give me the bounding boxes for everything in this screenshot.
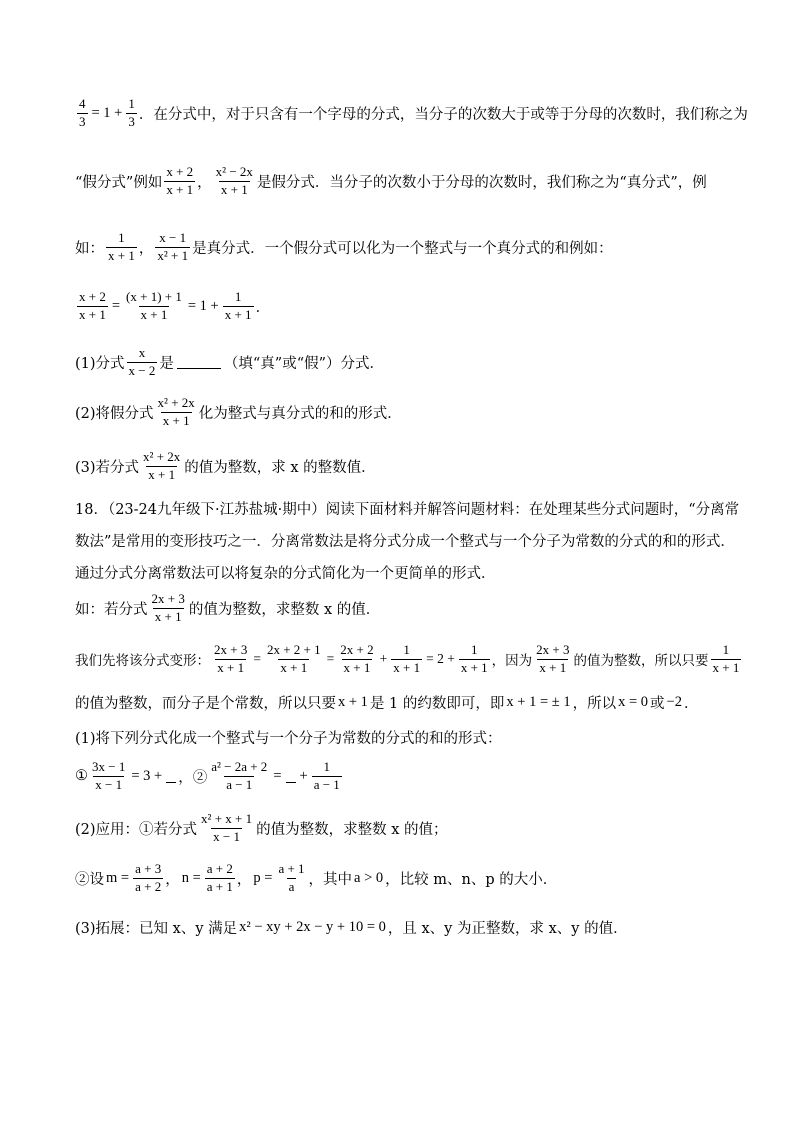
q18-part-2-compare: ②设 m = $\frac{a + 3}{a + 2}$ ， n = $\frac{a + 2}{a + 1}$ ， p = $\frac{a + 1}{a}$ ，其中 a > 0 ，比较 m、n、p 的大小． xyxy=(75,861,558,894)
q17-part-3: (3)若分式 $\frac{\text{x² + 2x}}{x + 1}$ 的值为整数，求 x 的整数值． xyxy=(75,449,376,482)
fraction: $\frac{x}{x - 2}$ xyxy=(128,345,156,378)
fraction: $\frac{1}{x + 1}$ xyxy=(224,289,252,322)
fraction: $\frac{a + 1}{a}$ xyxy=(278,861,305,894)
fraction: $\frac{2x + 3}{x + 1}$ xyxy=(536,642,570,675)
fraction: $\frac{2x + 3}{x + 1}$ xyxy=(214,642,248,675)
intro-line-1: $\frac{4}{3}$ = 1 + $\frac{1}{3}$ ．在分式中，对于只含有一个字母的分式，当分子的次数大于或等于分母的次数时，我们称之为 xyxy=(79,96,748,129)
fraction: $\frac{2x + 2}{x + 1}$ xyxy=(340,642,374,675)
fraction: $\frac{a + 2}{a + 1}$ xyxy=(206,861,233,894)
fraction: $\frac{1}{x + 1}$ xyxy=(712,642,740,675)
q18-line-3: 通过分式分离常数法可以将复杂的分式简化为一个更简单的形式． xyxy=(75,566,496,582)
fraction: $\frac{\text{x² + 2x}}{x + 1}$ xyxy=(143,449,181,482)
fraction: $\frac{1}{x + 1}$ xyxy=(393,642,421,675)
q18-conclusion: 的值为整数，而分子是个常数，所以只要 x + 1 是 1 的约数即可，即 x + 1 = ± 1 ，所以 x = 0 或 −2 ． xyxy=(75,694,699,712)
fraction: $\frac{1}{x + 1}$ xyxy=(460,642,488,675)
fraction: $\frac{\text{a² − 2a + 2}}{a - 1}$ xyxy=(211,759,268,792)
q17-part-2: (2)将假分式 $\frac{\text{x² + 2x}}{x + 1}$ 化为整式与真分式的和的形式． xyxy=(75,395,402,428)
q18-part-1: (1)将下列分式化成一个整式与一个分子为常数的分式的和的形式： xyxy=(75,731,502,747)
answer-blank[interactable] xyxy=(166,770,176,783)
fraction: $\frac{x - 1}{\text{x² + 1}}$ xyxy=(157,230,189,263)
fraction: $\frac{4}{3}$ xyxy=(79,96,86,129)
fraction: $\frac{x + 2}{x + 1}$ xyxy=(166,164,194,197)
fraction: $\frac{2x + 3}{x + 1}$ xyxy=(151,591,185,624)
fraction: $\frac{1}{3}$ xyxy=(128,96,135,129)
fraction: $\frac{\text{x² + x + 1}}{x - 1}$ xyxy=(201,811,253,844)
fraction: $\frac{1}{x + 1}$ xyxy=(108,230,135,263)
fraction: $\frac{\text{x² − 2x}}{x + 1}$ xyxy=(215,164,253,197)
q17-part-1: (1)分式 $\frac{x}{x - 2}$ 是 （填“真”或“假”）分式． xyxy=(75,345,385,378)
q18-part-1-expressions: ① $\frac{3x - 1}{x - 1}$ = 3 + ，② $\frac{\text{a² − 2a + 2}}{a - 1}$ = + $\frac{1}{a - 1}$ xyxy=(75,759,340,792)
answer-blank[interactable] xyxy=(286,770,296,783)
intro-line-4: $\frac{x + 2}{x + 1}$ = $\frac{(x + 1) + 1}{x + 1}$ = 1 + $\frac{1}{x + 1}$ ． xyxy=(79,289,271,322)
intro-line-2: “假分式”例如 $\frac{x + 2}{x + 1}$ ， $\frac{\text{x² − 2x}}{x + 1}$ 是假分式．当分子的次数小于分母的次数时，我们称之为“真分式”，例 xyxy=(75,164,707,197)
q18-header: 18．（23-24九年级下·江苏盐城·期中）阅读下面材料并解答问题材料：在处理某些分式问题时，“分离常 xyxy=(75,502,740,518)
answer-blank[interactable] xyxy=(177,356,221,369)
q18-part-2: (2)应用：①若分式 $\frac{\text{x² + x + 1}}{x - 1}$ 的值为整数，求整数 x 的值； xyxy=(75,811,448,844)
fraction: $\frac{x + 2}{x + 1}$ xyxy=(79,289,106,322)
q18-part-3: (3)拓展：已知 x、y 满足 x² − xy + 2x − y + 10 = 0 ，且 x、y 为正整数，求 x、y 的值． xyxy=(75,919,628,937)
fraction: $\frac{a + 3}{a + 2}$ xyxy=(135,861,162,894)
fraction: $\frac{(x + 1) + 1}{x + 1}$ xyxy=(126,289,182,322)
fraction: $\frac{2x + 2 + 1}{x + 1}$ xyxy=(266,642,321,675)
intro-line-3: 如： $\frac{1}{x + 1}$ ， $\frac{x - 1}{\text{x² + 1}}$ 是真分式．一个假分式可以化为一个整式与一个真分式的和例如： xyxy=(75,230,613,263)
q18-derivation: 我们先将该分式变形： $\frac{2x + 3}{x + 1}$ = $\frac{2x + 2 + 1}{x + 1}$ = $\frac{2x + 2}{x + 1}$ + $\frac{1}{x + 1}$ = 2 + $\frac{1}{x + 1}$ ，因为 $\frac{2x + 3}{x + 1}$ 的值为整数，所以只要 $\frac{1}{x + 1}$ xyxy=(75,642,740,675)
q18-example: 如：若分式 $\frac{2x + 3}{x + 1}$ 的值为整数，求整数 x 的值． xyxy=(75,591,381,624)
q18-line-2: 数法”是常用的变形技巧之一．分离常数法是将分式分成一个整式与一个分子为常数的分式的和的形式． xyxy=(75,534,735,550)
fraction: $\frac{1}{a - 1}$ xyxy=(313,759,340,792)
fraction: $\frac{\text{x² + 2x}}{x + 1}$ xyxy=(157,395,195,428)
fraction: $\frac{3x - 1}{x - 1}$ xyxy=(92,759,126,792)
